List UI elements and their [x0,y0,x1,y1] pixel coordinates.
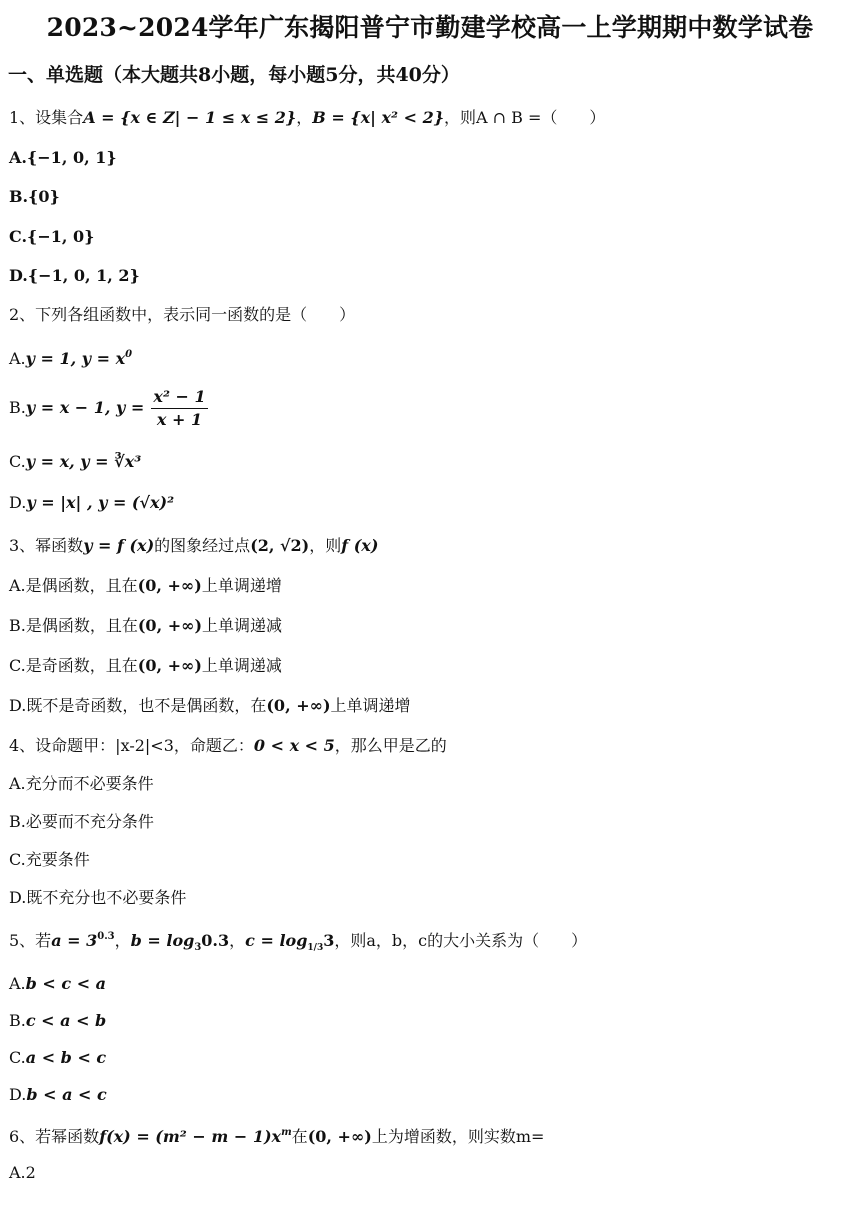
q1-comma: ， [296,108,313,127]
q2-b-numerator: x² − 1 [151,387,207,409]
section-heading: 一、单选题（本大题共8小题，每小题5分，共40分） [8,64,460,86]
question-5 [9,926,587,959]
question-3 [9,535,378,557]
q4-suffix: ，那么甲是乙的 [334,736,447,755]
q6-exp: m [281,1127,292,1138]
q2-c-expr: y = x, y = ∛x³ [25,452,142,471]
q1-set-a: A = {x ∈ Z| − 1 ≤ x ≤ 2} [83,108,297,127]
q5-a-label: A. [9,974,26,993]
q3-suffix: ，则 [309,536,342,555]
q1-set-b: B = {x| x² < 2} [312,108,445,127]
q3-point: (2, √2) [250,536,310,555]
q5-option-b [9,1010,106,1032]
q5-d-label: D. [9,1085,27,1104]
q5-a-option-expr: b < c < a [25,974,107,993]
q5-c-expr: c = log [245,931,308,950]
q3-fx: f (x) [341,536,379,555]
q2-a-exp: 0 [125,349,133,360]
q2-b-expr: y = x − 1, y = [25,398,145,417]
q1-option-d: D.{−1, 0, 1, 2} [9,266,140,285]
q3-b-tail: 上单调递减 [202,616,283,635]
q1-prefix: 1、设集合 [9,108,84,127]
q2-d-label: D. [9,493,27,512]
q5-b-option-expr: c < a < b [25,1011,107,1030]
question-2: 2、下列各组函数中，表示同一函数的是（ ） [9,305,356,324]
q5-c-label: C. [9,1048,26,1067]
q5-option-c [9,1047,106,1069]
q2-option-d [9,492,174,514]
q5-c-base: 1/3 [307,943,324,953]
q5-a-exp: 0.3 [97,931,115,942]
q2-a-expr: y = 1, y = x [25,349,126,368]
page-title: 2023~2024学年广东揭阳普宁市勤建学校高一上学期期中数学试卷 [46,13,814,42]
q3-d-interval: (0, +∞) [266,696,331,715]
q3-prefix: 3、幂函数 [9,536,84,555]
q5-c-option-expr: a < b < c [25,1048,107,1067]
q3-option-c [9,655,282,677]
q3-a-interval: (0, +∞) [137,576,202,595]
q5-d-option-expr: b < a < c [26,1085,107,1104]
q1-option-a: A.{−1, 0, 1} [9,148,117,167]
q3-a-tail: 上单调递增 [201,576,282,595]
q5-a-expr: a = 3 [51,931,98,950]
q4-option-d: D.既不充分也不必要条件 [9,888,187,907]
q6-middle: 在 [291,1127,308,1146]
q5-prefix: 5、若 [9,931,52,950]
q5-option-d [9,1084,107,1106]
q2-option-c [9,451,141,473]
q2-option-b [9,386,210,430]
q5-b-arg: 0.3 [201,931,230,950]
q3-c-label: C.是奇函数，且在 [9,656,138,675]
q6-prefix: 6、若幂函数 [9,1127,100,1146]
q3-b-label: B.是偶函数，且在 [9,616,138,635]
q3-d-tail: 上单调递增 [330,696,411,715]
q5-b-label: B. [9,1011,26,1030]
q5-b-base: 3 [194,942,202,953]
q3-option-b [9,615,282,637]
q5-c-arg: 3 [323,931,335,950]
q5-b-expr: b = log [130,931,195,950]
q2-b-fraction [151,387,207,430]
q4-expr: 0 < x < 5 [253,736,335,755]
q6-option-a: A.2 [9,1163,36,1182]
q2-a-label: A. [9,349,26,368]
q4-option-c: C.充要条件 [9,850,90,869]
q4-prefix: 4、设命题甲：|x-2|<3，命题乙： [9,736,254,755]
q4-option-a: A.充分而不必要条件 [9,774,154,793]
q1-option-b: B.{0} [9,187,60,206]
q3-c-interval: (0, +∞) [137,656,202,675]
q3-a-label: A.是偶函数，且在 [9,576,138,595]
q6-func: f(x) = (m² − m − 1)x [99,1127,282,1146]
q3-option-d [9,695,411,717]
question-1 [9,107,605,129]
q6-suffix: 上为增函数，则实数m= [371,1127,545,1146]
q3-func: y = f (x) [83,536,155,555]
q1-option-c: C.{−1, 0} [9,227,95,246]
question-6 [9,1122,544,1148]
q3-d-label: D.既不是奇函数，也不是偶函数，在 [9,696,267,715]
question-4 [9,735,447,757]
q5-option-a [9,973,106,995]
q2-b-denominator: x + 1 [156,410,203,429]
q3-option-a [9,575,282,597]
q2-d-expr: y = |x| , y = (√x)² [26,493,175,512]
q5-sep1: ， [114,931,131,950]
q6-interval: (0, +∞) [307,1127,372,1146]
q3-c-tail: 上单调递减 [201,656,282,675]
q2-c-label: C. [9,452,26,471]
q1-suffix: ，则A ∩ B =（ ） [444,108,606,127]
q3-b-interval: (0, +∞) [137,616,203,635]
q4-option-b: B.必要而不充分条件 [9,812,154,831]
q5-suffix: ，则a，b，c的大小关系为（ ） [334,931,588,950]
q5-sep2: ， [229,931,246,950]
q2-b-label: B. [9,398,26,417]
q3-middle: 的图象经过点 [154,536,251,555]
q2-option-a [9,344,132,370]
